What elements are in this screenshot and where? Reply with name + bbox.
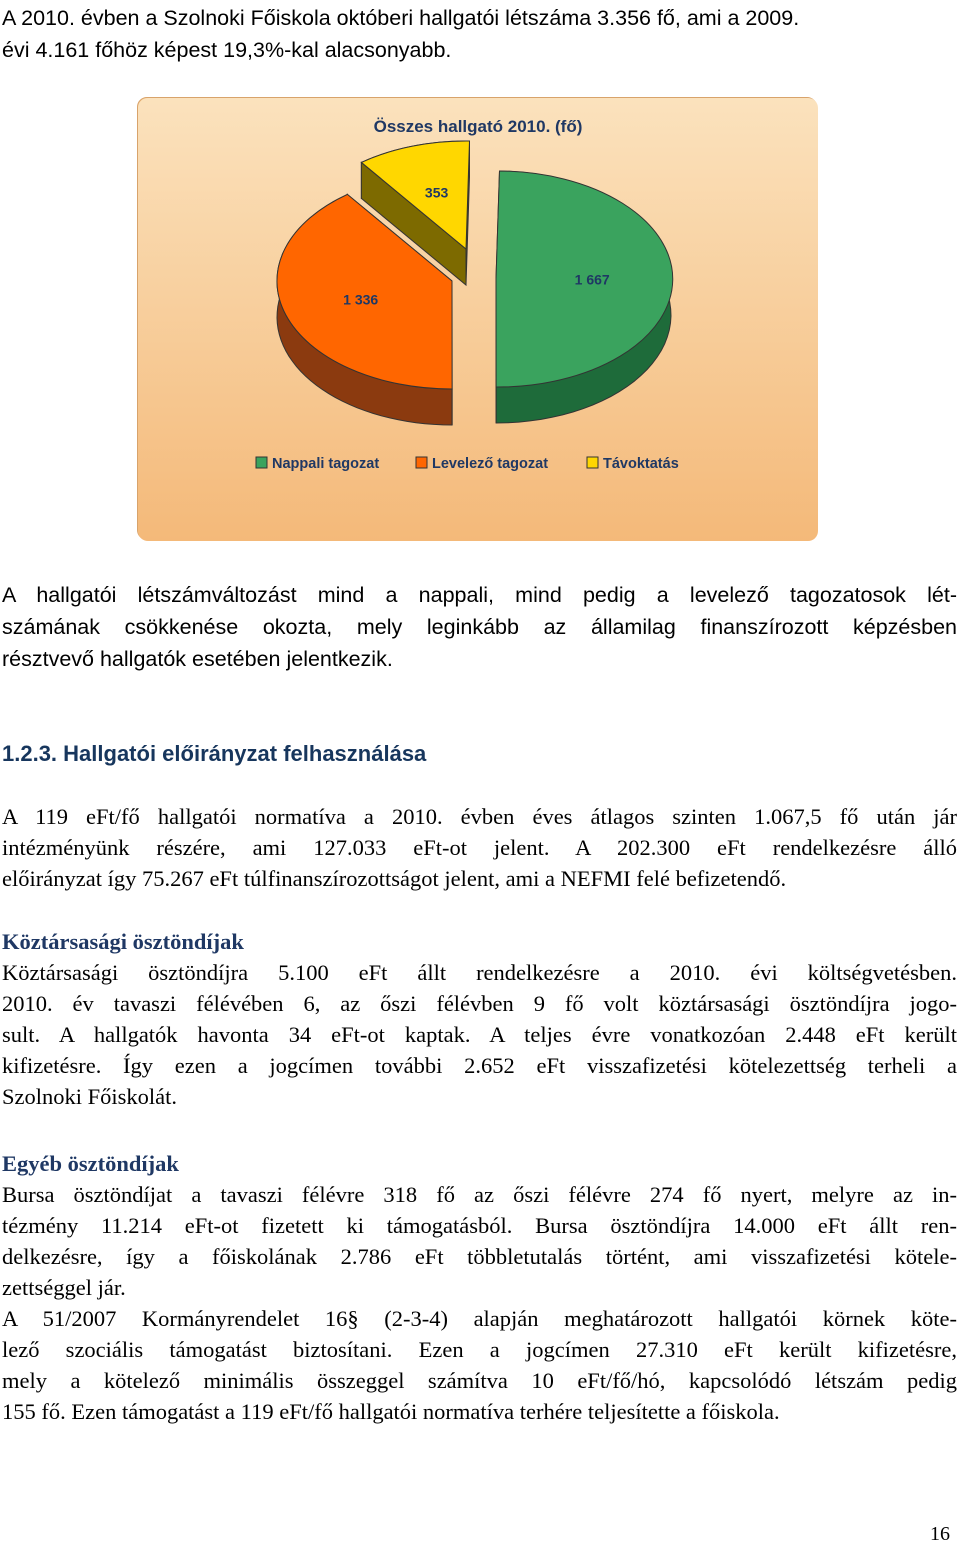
chart-legend [256,456,679,472]
text-line: számának csökkenése okozta, mely leginkább az államilag finanszírozott képzésben [2,611,957,643]
text-line: A 51/2007 Kormányrendelet 16§ (2-3-4) alapján meghatározott hallgatói körnek köte- [2,1303,957,1334]
text-line: Bursa ösztöndíjat a tavaszi félévre 318 fő az őszi félévre 274 fő nyert, melyre az in- [2,1179,957,1210]
text-line: 155 fő. Ezen támogatást a 119 eFt/fő hallgatói normatíva terhére teljesítette a főiskola. [2,1396,957,1427]
intro-paragraph [2,2,957,66]
text-line: 2010. év tavaszi félévében 6, az őszi félévben 9 fő volt köztársasági ösztöndíjra jogo- [2,988,957,1019]
text-line: intézményünk részére, ami 127.033 eFt-ot jelent. A 202.300 eFt rendelkezésre álló [2,832,957,863]
kozt-paragraph [2,957,957,1112]
chart-title: Összes hallgató 2010. (fő) [374,117,583,136]
legend-swatch [256,457,267,468]
section-heading: 1.2.3. Hallgatói előirányzat felhasználása [2,738,426,770]
pie-value-label: 353 [425,184,449,200]
text-line: kifizetésre. Így ezen a jogcímen további 2.652 eFt visszafizetési kötelezettség terheli a [2,1050,957,1081]
text-line: mely a kötelező minimális összeggel számítva 10 eFt/fő/hó, kapcsolódó létszám pedig [2,1365,957,1396]
text-line: Szolnoki Főiskolát. [2,1081,957,1112]
bursa-paragraph [2,1179,957,1303]
text-line: zettséggel jár. [2,1272,957,1303]
chart-background [138,98,818,541]
pie-chart-svg [138,98,818,541]
pie-value-label: 1 336 [343,292,378,308]
text-line: tézmény 11.214 eFt-ot fizetett ki támogatásból. Bursa ösztöndíjra 14.000 eFt állt ren- [2,1210,957,1241]
text-line: A 2010. évben a Szolnoki Főiskola októberi hallgatói létszáma 3.356 fő, ami a 2009. [2,2,957,34]
social-support-paragraph [2,1303,957,1427]
normative-paragraph [2,801,957,894]
text-line: delkezésre, így a főiskolának 2.786 eFt többletutalás történt, ami visszafizetési kötele- [2,1241,957,1272]
legend-label: Nappali tagozat [272,456,379,472]
text-line: A 119 eFt/fő hallgatói normatíva a 2010. évben éves átlagos szinten 1.067,5 fő után jár [2,801,957,832]
text-line: évi 4.161 főhöz képest 19,3%-kal alacsonyabb. [2,34,957,66]
pie-chart [137,97,817,540]
text-line: A hallgatói létszámváltozást mind a nappali, mind pedig a levelező tagozatosok lét- [2,579,957,611]
text-line: sult. A hallgatók havonta 34 eFt-ot kaptak. A teljes évre vonatkozóan 2.448 eFt került [2,1019,957,1050]
kozt-heading: Köztársasági ösztöndíjak [2,926,244,957]
pie-value-label: 1 667 [575,272,610,288]
text-line: előirányzat így 75.267 eFt túlfinanszírozottságot jelent, ami a NEFMI felé befizetendő. [2,863,957,894]
text-line: lező szociális támogatást biztosítani. Ezen a jogcímen 27.310 eFt került kifizetésre, [2,1334,957,1365]
page-number: 16 [930,1523,950,1546]
legend-swatch [587,457,598,468]
legend-label: Távoktatás [603,456,679,472]
egyeb-heading: Egyéb ösztöndíjak [2,1148,179,1179]
legend-label: Levelező tagozat [432,456,548,472]
legend-swatch [416,457,427,468]
text-line: Köztársasági ösztöndíjra 5.100 eFt állt rendelkezésre a 2010. évi költségvetésben. [2,957,957,988]
change-paragraph [2,579,957,675]
text-line: résztvevő hallgatók esetében jelentkezik. [2,643,957,675]
